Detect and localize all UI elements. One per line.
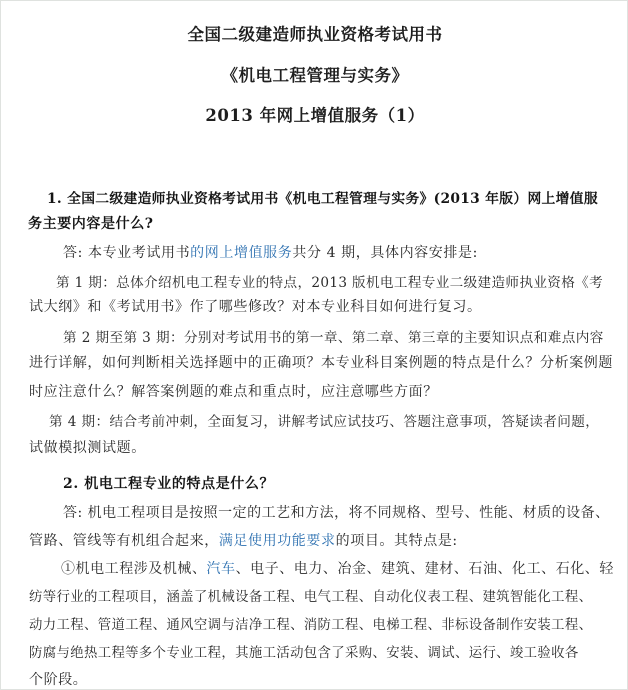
q1-period1-line1: 第 1 期：总体介绍机电工程专业的特点，2013 版机电工程专业二级建造师执业资格《考: [56, 275, 604, 291]
q1-period23-line1: 第 2 期至第 3 期：分别对考试用书的第一章、第二章、第三章的主要知识点和难点内容: [63, 330, 604, 346]
q2-point1-line1-post: 、电子、电力、冶金、建筑、建材、石油、化工、石化、轻: [235, 561, 614, 577]
q2-point1-line2: 纺等行业的工程项目，涵盖了机械设备工程、电气工程、自动化仪表工程、建筑智能化工程、: [29, 590, 593, 605]
q1-answer-post: 共分 4 期，具体内容安排是:: [292, 245, 478, 261]
q1-title-line1: 1. 全国二级建造师执业资格考试用书《机电工程管理与实务》(2013 年版）网上增值服: [47, 191, 598, 207]
q2-point1-line1: [61, 558, 614, 578]
q1-period4-line1: 第 4 期：结合考前冲刺，全面复习，讲解考试应试技巧、答题注意事项，答疑读者问题，: [49, 414, 600, 430]
q2-answer-line1: 答: 机电工程项目是按照一定的工艺和方法，将不同规格、型号、性能、材质的设备、: [63, 505, 610, 521]
q1-period4-line2: 试做模拟测试题。: [29, 440, 146, 456]
q2-title: 2. 机电工程专业的特点是什么？: [63, 476, 275, 492]
q1-period23-line3: 时应注意什么？解答案例题的难点和重点时，应注意哪些方面？: [29, 384, 438, 400]
q1-period1-line2: 试大纲》和《考试用书》作了哪些修改？对本专业科目如何进行复习。: [29, 299, 482, 315]
doc-title-line1: 全国二级建造师执业资格考试用书: [187, 25, 443, 44]
q2-point1-line1-pre: ①机电工程涉及机械、: [61, 561, 207, 577]
q2-point1-line1-link[interactable]: 汽车: [206, 561, 236, 577]
q2-point1-line4: 防腐与绝热工程等多个专业工程，其施工活动包含了采购、安装、调试、运行、竣工验收各: [29, 646, 579, 661]
q2-point1-line5: 个阶段。: [29, 672, 88, 688]
q2-answer-line2: [29, 530, 458, 550]
q1-answer-line: [63, 242, 478, 262]
q1-answer-link[interactable]: 的网上增值服务: [190, 245, 293, 261]
doc-title-line2: 《机电工程管理与实务》: [221, 66, 409, 85]
q2-answer-line2-post: 的项目。其特点是:: [335, 533, 458, 549]
q2-answer-line2-pre: 管路、管线等有机组合起来，: [29, 533, 219, 549]
q1-title-line2: 务主要内容是什么?: [28, 216, 154, 232]
q1-answer-pre: 答: 本专业考试用书: [63, 245, 191, 261]
q2-point1-line3: 动力工程、管道工程、通风空调与洁净工程、消防工程、电梯工程、非标设备制作安装工程、: [29, 618, 593, 633]
q1-period23-line2: 进行详解，如何判断相关选择题中的正确项？本专业科目案例题的特点是什么？分析案例题: [29, 355, 613, 371]
q2-answer-line2-link[interactable]: 满足使用功能要求: [218, 533, 336, 549]
doc-title-line3: 2013 年网上增值服务（1）: [205, 106, 425, 125]
